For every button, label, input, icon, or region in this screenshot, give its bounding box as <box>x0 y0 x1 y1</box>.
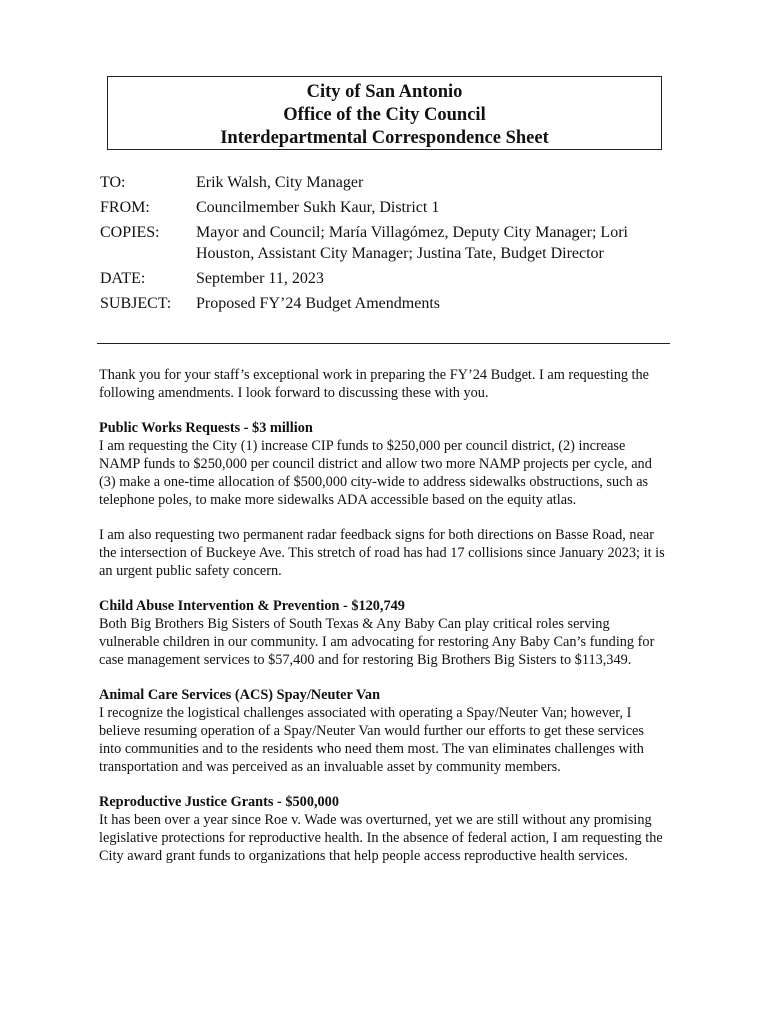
header-box <box>107 76 662 150</box>
memo-row-date <box>100 268 680 289</box>
section-paragraph: Both Big Brothers Big Sisters of South Texas & Any Baby Can play critical roles serving vulnerable children in our community. I am advocating for restoring Any Baby Can’s funding for case management services to $57,400 and for restoring Big Brothers Big Sisters to $113,349. <box>99 616 655 668</box>
section-heading-child-abuse: Child Abuse Intervention & Prevention - $120,749 <box>99 598 405 614</box>
memo-subject-label: SUBJECT: <box>100 295 172 312</box>
memo-date-value: September 11, 2023 <box>196 270 324 287</box>
memo-subject-value: Proposed FY’24 Budget Amendments <box>196 295 440 312</box>
memo-date-label: DATE: <box>100 270 146 287</box>
memo-from-label: FROM: <box>100 199 150 216</box>
memo-row-copies <box>100 222 680 264</box>
section-heading-public-works: Public Works Requests - $3 million <box>99 420 313 436</box>
section-paragraph: I am requesting the City (1) increase CIP funds to $250,000 per council district, (2) increase NAMP funds to $250,000 per council district and allow two more NAMP projects per cycle, and (3) make a one-time allocation of $500,000 city-wide to address sidewalks obstructions, such as telephone poles, to make more sidewalks ADA accessible based on the equity atlas. <box>99 438 652 508</box>
header-city: City of San Antonio <box>306 82 463 102</box>
memo-to-value: Erik Walsh, City Manager <box>196 174 364 191</box>
memo-copies-value: Mayor and Council; María Villagómez, Deputy City Manager; Lori Houston, Assistant City Manager; Justina Tate, Budget Director <box>196 224 628 262</box>
section-heading-reproductive-justice: Reproductive Justice Grants - $500,000 <box>99 794 339 810</box>
memo-row-subject <box>100 293 680 314</box>
section-paragraph: I recognize the logistical challenges associated with operating a Spay/Neuter Van; however, I believe resuming operation of a Spay/Neuter Van would further our efforts to get these services into communities and to the residents who need them most. The van eliminates challenges with transportation and was perceived as an invaluable asset by community members. <box>99 705 644 775</box>
memo-copies-label: COPIES: <box>100 224 160 241</box>
memo-block <box>100 172 680 318</box>
section-heading-animal-care: Animal Care Services (ACS) Spay/Neuter Van <box>99 687 381 703</box>
memo-body <box>99 366 667 882</box>
header-sheet-title: Interdepartmental Correspondence Sheet <box>220 128 549 148</box>
section-paragraph: It has been over a year since Roe v. Wade was overturned, yet we are still without any promising legislative protections for reproductive health. In the absence of federal action, I am requesting the City award grant funds to organizations that help people access reproductive health services. <box>99 812 663 864</box>
header-office: Office of the City Council <box>283 105 486 125</box>
header-divider <box>97 343 670 344</box>
memo-to-label: TO: <box>100 174 126 191</box>
memo-row-from <box>100 197 680 218</box>
section-paragraph: I am also requesting two permanent radar feedback signs for both directions on Basse Road, near the intersection of Buckeye Ave. This stretch of road has had 17 collisions since January 2023; it is an urgent public safety concern. <box>99 527 665 579</box>
intro-paragraph: Thank you for your staff’s exceptional work in preparing the FY’24 Budget. I am requesting the following amendments. I look forward to discussing these with you. <box>99 367 650 401</box>
memo-from-value: Councilmember Sukh Kaur, District 1 <box>196 199 440 216</box>
memo-row-to <box>100 172 680 193</box>
